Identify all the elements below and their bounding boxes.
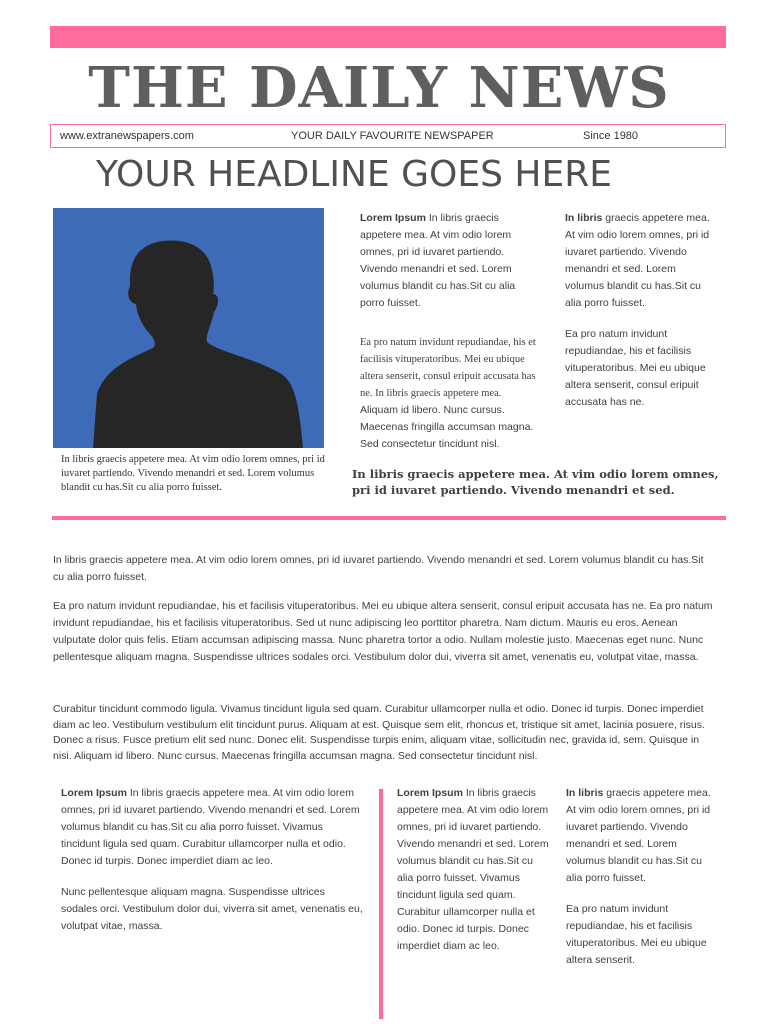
bottom-right-text: graecis appetere mea. At vim odio lorem omnes, pri id iuvaret partiendo. Vivendo menandri et sed. Lorem volumus blandit cu has.Sit cu alia porro fuisset. [566, 787, 711, 884]
lead-photo [53, 208, 324, 448]
bottom-right-text-2: Ea pro natum invidunt repudiandae, his et facilisis vituperatoribus. Mei eu ubique altera senserit. [566, 903, 707, 966]
person-silhouette-icon [53, 208, 324, 448]
column-2-text-2: Ea pro natum invidunt repudiandae, his et facilisis vituperatoribus. Mei eu ubique altera senserit, consul eripuit accusata has ne. [565, 328, 706, 408]
column-1-text-2: Aliquam id libero. Nunc cursus. Maecenas fringilla accumsan magna. Sed consectetur tincidunt nisl. [360, 404, 534, 450]
column-1-lead: Lorem Ipsum [360, 212, 426, 224]
column-1-text: In libris graecis appetere mea. At vim odio lorem omnes, pri id iuvaret partiendo. Vivendo menandri et sed. Lorem volumus blandit cu has.Sit cu alia porro fuisset. [360, 212, 516, 309]
website-link[interactable]: www.extranewspapers.com [60, 130, 194, 142]
masthead-title: THE DAILY NEWS [88, 55, 670, 121]
column-2-lead: In libris [565, 212, 603, 224]
article-column-2 [565, 210, 717, 425]
bottom-column-right [566, 785, 714, 983]
bottom-column-middle [397, 785, 549, 969]
page-headline: YOUR HEADLINE GOES HERE [96, 154, 612, 195]
top-accent-bar [50, 26, 726, 48]
tagline: YOUR DAILY FAVOURITE NEWSPAPER [291, 130, 494, 142]
bottom-column-left [61, 785, 363, 949]
pull-quote: In libris graecis appetere mea. At vim odio lorem omnes, pri id iuvaret partiendo. Vivendo menandri et sed. [352, 467, 719, 497]
since-date: Since 1980 [583, 130, 639, 142]
bottom-left-lead: Lorem Ipsum [61, 787, 127, 799]
column-1-serif-text: Ea pro natum invidunt repudiandae, his et facilisis vituperatoribus. Mei eu ubique altera senserit, consul eripuit accusata has ne. In libris graecis appetere mea. [360, 337, 536, 399]
bottom-mid-text: In libris graecis appetere mea. At vim odio lorem omnes, pri id iuvaret partiendo. Vivendo menandri et sed. Lorem volumus blandit cu has.Sit cu alia porro fuisset. Vivamus tincidunt ligula sed quam. Curabitur ullamcorper nulla et odio. Donec id turpis. Donec imperdiet diam ac leo. [397, 787, 549, 952]
article-column-1 [360, 210, 540, 467]
column-2-text: graecis appetere mea. At vim odio lorem omnes, pri id iuvaret partiendo. Vivendo menandri et sed. Lorem volumus blandit cu has.Sit cu alia porro fuisset. [565, 212, 710, 309]
body-paragraph-1: In libris graecis appetere mea. At vim odio lorem omnes, pri id iuvaret partiendo. Vivendo menandri et sed. Lorem volumus blandit cu has.Sit cu alia porro fuisset. [53, 554, 704, 583]
body-paragraph-2: Ea pro natum invidunt repudiandae, his et facilisis vituperatoribus. Mei eu ubique altera senserit, consul eripuit accusata has ne. Ea pro natum invidunt repudiandae, his et facilisis vituperatoribus. Sed ut nunc adipiscing leo porttitor pharetra. Nam dictum. Mauris eu eros. Aenean vulputate dolor quis felis. Etiam accumsan adipiscing massa. Nunc pharetra tortor a odio. Nullam molestie justo. Maecenas eget nunc. Nunc pellentesque aliquam magna. Suspendisse ultrices sodales orci. Vestibulum dolor dui, viverra sit amet, venenatis eu, volutpat vitae, massa. [53, 600, 713, 663]
photo-caption: In libris graecis appetere mea. At vim odio lorem omnes, pri id iuvaret partiendo. Vivendo menandri et sed. Lorem volumus blandit cu has.Sit cu alia porro fuisset. [61, 454, 325, 493]
bottom-mid-lead: Lorem Ipsum [397, 787, 463, 799]
body-paragraph-3: Curabitur tincidunt commodo ligula. Vivamus tincidunt ligula sed quam. Curabitur ullamcorper nulla et odio. Donec id turpis. Donec imperdiet diam ac leo. Vestibulum vestibulum elit tincidunt purus. Aliquam at est. Quisque sem elit, rhoncus et, tristique sit amet, lacinia posuere, risus. Donec a risus. Fusce pretium elit sed nunc. Donec elit. Suspendisse turpis enim, aliquam vitae, sollicitudin nec, gravida id, sem. Quisque in nisi. Aliquam id libero. Nunc cursus. Maecenas fringilla accumsan magna. Sed consectetur tincidunt nisl. [53, 703, 705, 762]
bottom-left-text: In libris graecis appetere mea. At vim odio lorem omnes, pri id iuvaret partiendo. Vivendo menandri et sed. Lorem volumus blandit cu has.Sit cu alia porro fuisset. Vivamus tincidunt ligula sed quam. Curabitur ullamcorper nulla et odio. Donec id turpis. Donec imperdiet diam ac leo. [61, 787, 360, 867]
column-divider [379, 789, 383, 1019]
section-divider [52, 516, 726, 520]
bottom-left-text-2: Nunc pellentesque aliquam magna. Suspendisse ultrices sodales orci. Vestibulum dolor dui, viverra sit amet, venenatis eu, volutpat vitae, massa. [61, 886, 363, 932]
bottom-right-lead: In libris [566, 787, 604, 799]
masthead-info-bar [50, 124, 726, 148]
